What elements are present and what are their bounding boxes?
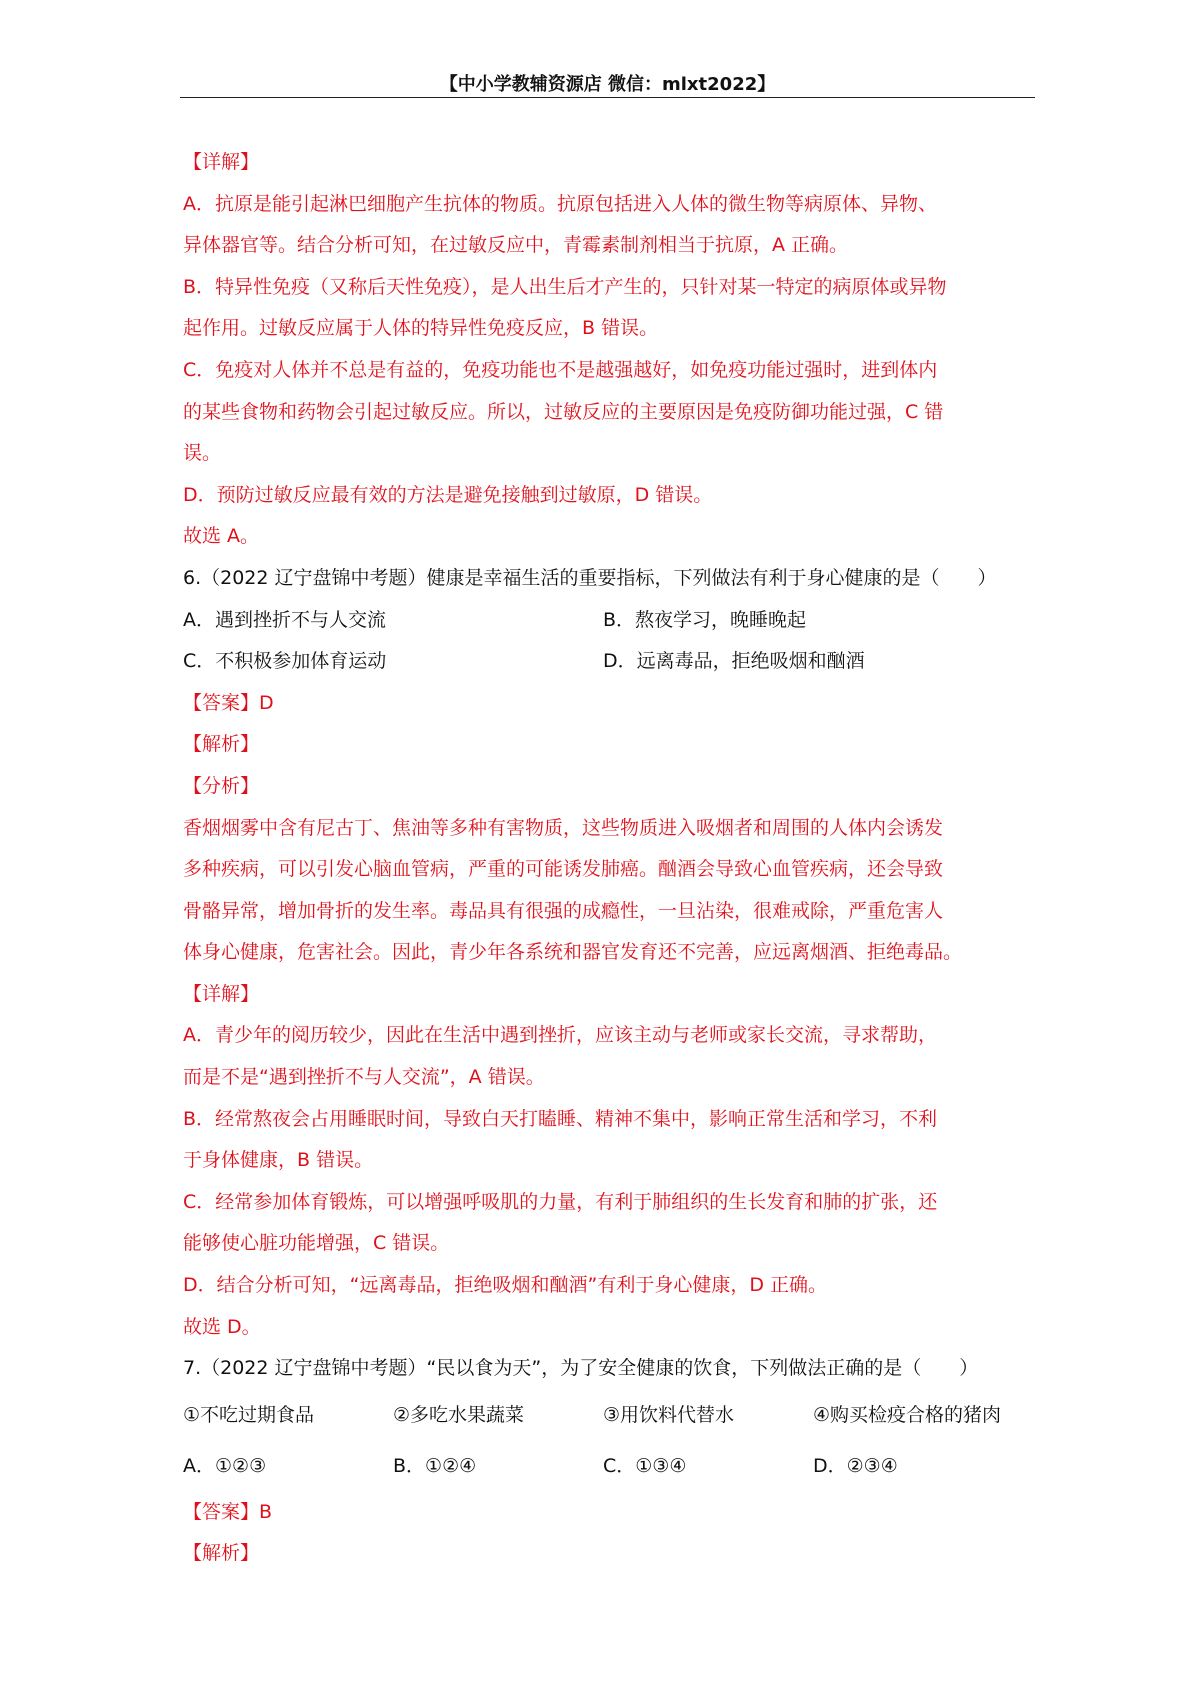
- q5-detail-line: D．预防过敏反应最有效的方法是避免接触到过敏原，D 错误。: [183, 483, 713, 506]
- q6-stem: 6.（2022 辽宁盘锦中考题）健康是幸福生活的重要指标，下列做法有利于身心健康的是（ ）: [183, 566, 997, 589]
- q7-item-3: ③用饮料代替水: [603, 1403, 735, 1426]
- q6-options-row: [183, 600, 1035, 642]
- q5-detail-line: 起作用。过敏反应属于人体的特异性免疫反应，B 错误。: [183, 317, 659, 340]
- q7-option-a: A．①②③: [183, 1454, 267, 1477]
- page-header: 【中小学教辅资源店 微信：mlxt2022】: [439, 74, 776, 95]
- q6-detail-line: C．经常参加体育锻炼，可以增强呼吸肌的力量，有利于肺组织的生长发育和肺的扩张，还: [183, 1190, 938, 1213]
- q7-option-d: D．②③④: [813, 1454, 898, 1477]
- document-body: [183, 142, 1035, 1575]
- q7-item-2: ②多吃水果蔬菜: [393, 1403, 525, 1426]
- q5-detail-line: 误。: [183, 442, 222, 465]
- q6-fenxi-heading: 【分析】: [183, 774, 260, 797]
- q7-items-row: [183, 1390, 1035, 1440]
- q6-detail-line: 于身体健康，B 错误。: [183, 1149, 374, 1172]
- q6-detail-line: B．经常熬夜会占用睡眠时间，导致白天打瞌睡、精神不集中，影响正常生活和学习，不利: [183, 1107, 938, 1130]
- q5-detail-line: C．免疫对人体并不总是有益的，免疫功能也不是越强越好，如免疫功能过强时，进到体内: [183, 358, 938, 381]
- q6-conclusion: 故选 D。: [183, 1315, 261, 1338]
- q6-detail-line: D．结合分析可知，“远离毒品，拒绝吸烟和酗酒”有利于身心健康，D 正确。: [183, 1274, 827, 1297]
- q6-option-b: B．熬夜学习，晚睡晚起: [603, 608, 807, 631]
- q5-detail-line: A．抗原是能引起淋巴细胞产生抗体的物质。抗原包括进入人体的微生物等病原体、异物、: [183, 192, 937, 215]
- q5-detail-heading: 【详解】: [183, 151, 260, 173]
- q6-analysis-heading: 【解析】: [183, 733, 260, 756]
- q7-item-1: ①不吃过期食品: [183, 1403, 315, 1426]
- q6-detail-line: 而是不是“遇到挫折不与人交流”，A 错误。: [183, 1066, 545, 1089]
- q6-fenxi-line: 骨骼异常，增加骨折的发生率。毒品具有很强的成瘾性，一旦沾染，很难戒除，严重危害人: [183, 899, 944, 922]
- q7-options-row: [183, 1440, 1035, 1492]
- q6-option-c: C．不积极参加体育运动: [183, 650, 387, 673]
- q7-stem: 7.（2022 辽宁盘锦中考题）“民以食为天”，为了安全健康的饮食，下列做法正确的是（ ）: [183, 1357, 979, 1380]
- q6-option-a: A．遇到挫折不与人交流: [183, 608, 386, 631]
- q7-answer: 【答案】B: [183, 1500, 273, 1523]
- q6-detail-line: 能够使心脏功能增强，C 错误。: [183, 1232, 450, 1255]
- q6-option-d: D．远离毒品，拒绝吸烟和酗酒: [603, 650, 865, 673]
- q7-option-c: C．①③④: [603, 1454, 687, 1477]
- q6-detail-heading: 【详解】: [183, 982, 260, 1005]
- q6-detail-line: A．青少年的阅历较少，因此在生活中遇到挫折，应该主动与老师或家长交流，寻求帮助，: [183, 1024, 937, 1047]
- q6-fenxi-line: 体身心健康，危害社会。因此，青少年各系统和器官发育还不完善，应远离烟酒、拒绝毒品。: [183, 941, 963, 964]
- q7-item-4: ④购买检疫合格的猪肉: [813, 1403, 1002, 1426]
- q6-fenxi-line: 香烟烟雾中含有尼古丁、焦油等多种有害物质，这些物质进入吸烟者和周围的人体内会诱发: [183, 816, 944, 839]
- q6-answer: 【答案】D: [183, 691, 274, 714]
- q6-fenxi-line: 多种疾病，可以引发心脑血管病，严重的可能诱发肺癌。酗酒会导致心血管疾病，还会导致: [183, 858, 944, 881]
- q5-detail-line: 异体器官等。结合分析可知，在过敏反应中，青霉素制剂相当于抗原，A 正确。: [183, 234, 849, 257]
- q7-analysis-heading: 【解析】: [183, 1542, 260, 1565]
- header-divider: [180, 97, 1035, 98]
- q7-option-b: B．①②④: [393, 1454, 477, 1477]
- q6-options-row: [183, 641, 1035, 683]
- q5-conclusion: 故选 A。: [183, 525, 260, 548]
- q5-detail-line: B．特异性免疫（又称后天性免疫），是人出生后才产生的，只针对某一特定的病原体或异物: [183, 275, 947, 298]
- q5-detail-line: 的某些食物和药物会引起过敏反应。所以，过敏反应的主要原因是免疫防御功能过强，C 错: [183, 400, 944, 423]
